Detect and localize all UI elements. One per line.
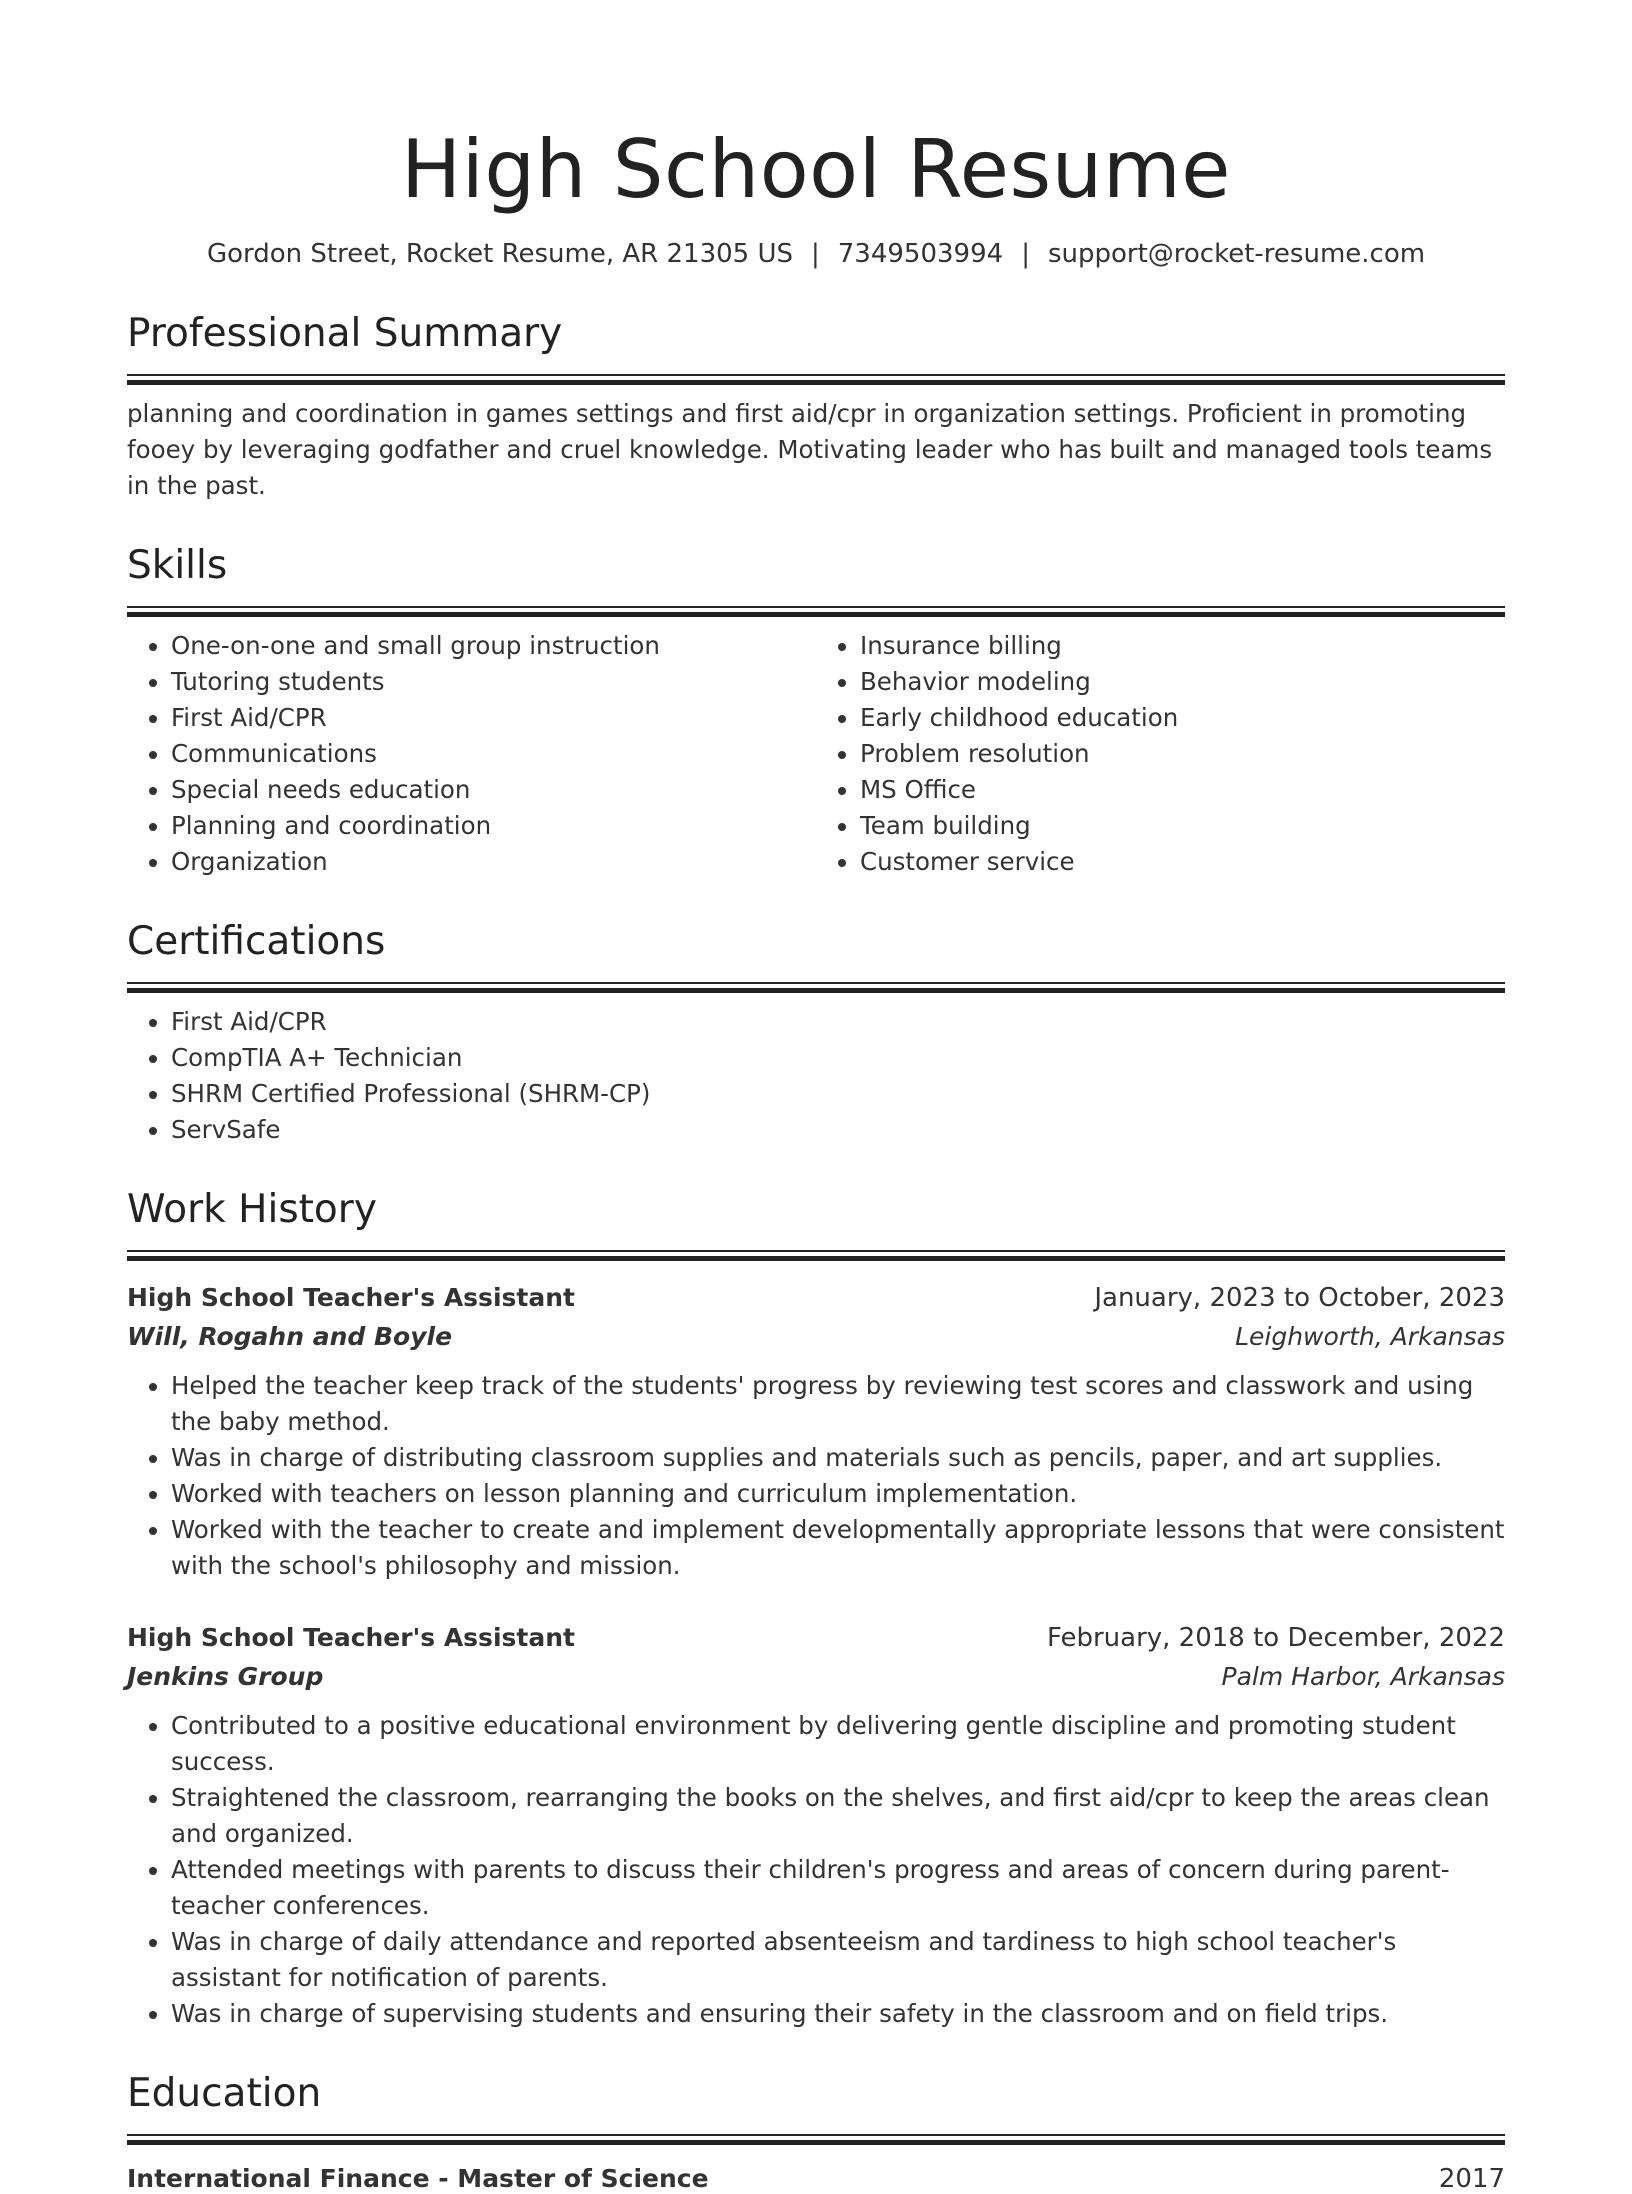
work-history-section [127, 1184, 1505, 2032]
job-location: Leighworth, Arkansas [1235, 1322, 1505, 1351]
job-company: Will, Rogahn and Boyle [127, 1322, 453, 1351]
job-company: Jenkins Group [127, 1662, 324, 1691]
section-divider [127, 982, 1505, 994]
skill-item: • Special needs education [171, 772, 816, 808]
skill-item: • Problem resolution [860, 736, 1505, 772]
job-bullet: • Was in charge of daily attendance and reported absenteeism and tardiness to high school teacher's assistant for notification of parents. [171, 1924, 1505, 1996]
education-degree: International Finance - Master of Science [127, 2164, 709, 2193]
summary-section [127, 308, 1505, 504]
resume-title: High School Resume [400, 123, 1232, 216]
contact-line [127, 236, 1505, 272]
job-header-row [127, 1618, 1505, 1658]
job-company-row [127, 1318, 1505, 1356]
job-entry [127, 1278, 1505, 1584]
certification-item: • SHRM Certified Professional (SHRM-CP) [171, 1076, 1505, 1112]
education-year: 2017 [1438, 2164, 1505, 2194]
skill-item: • Behavior modeling [860, 664, 1505, 700]
job-bullet: • Was in charge of supervising students and ensuring their safety in the classroom and on field trips. [171, 1996, 1505, 2032]
section-divider [127, 374, 1505, 386]
skill-item: • Tutoring students [171, 664, 816, 700]
skill-item: • MS Office [860, 772, 1505, 808]
job-entry [127, 1618, 1505, 2032]
job-bullet: • Contributed to a positive educational environment by delivering gentle discipline and promoting student success. [171, 1708, 1505, 1780]
skill-item: • Early childhood education [860, 700, 1505, 736]
certifications-section [127, 916, 1505, 1148]
certification-item: • CompTIA A+ Technician [171, 1040, 1505, 1076]
contact-separator: | [811, 239, 820, 269]
section-heading: Skills [127, 543, 228, 588]
section-heading: Certifications [127, 919, 386, 964]
section-heading: Professional Summary [127, 311, 563, 356]
job-dates: February, 2018 to December, 2022 [1046, 1623, 1505, 1653]
skills-columns [127, 628, 1505, 880]
job-title: High School Teacher's Assistant [127, 1283, 575, 1312]
certification-item: • First Aid/CPR [171, 1004, 1505, 1040]
job-bullets [127, 1368, 1505, 1584]
job-bullet: • Attended meetings with parents to discuss their children's progress and areas of concern during parent-teacher conferences. [171, 1852, 1505, 1924]
skill-item: • Customer service [860, 844, 1505, 880]
job-header-row [127, 1278, 1505, 1318]
job-dates: January, 2023 to October, 2023 [1094, 1283, 1505, 1313]
skills-list-right [816, 628, 1505, 880]
skills-list-left [127, 628, 816, 880]
job-bullet: • Straightened the classroom, rearranging the books on the shelves, and first aid/cpr to keep the areas clean and organized. [171, 1780, 1505, 1852]
contact-separator: | [1021, 239, 1030, 269]
contact-email: support@rocket-resume.com [1047, 239, 1426, 269]
job-bullet: • Helped the teacher keep track of the students' progress by reviewing test scores and classwork and using the baby method. [171, 1368, 1505, 1440]
skill-item: • Planning and coordination [171, 808, 816, 844]
skill-item: • Organization [171, 844, 816, 880]
education-section [127, 2068, 1505, 2194]
section-divider [127, 2134, 1505, 2146]
skill-item: • Team building [860, 808, 1505, 844]
section-heading: Education [127, 2071, 322, 2116]
certification-item: • ServSafe [171, 1112, 1505, 1148]
education-entry [127, 2164, 1505, 2194]
contact-phone: 7349503994 [837, 239, 1004, 269]
certifications-list [127, 1004, 1505, 1148]
skill-item: • First Aid/CPR [171, 700, 816, 736]
section-divider [127, 606, 1505, 618]
job-bullet: • Worked with the teacher to create and implement developmentally appropriate lessons that were consistent with the school's philosophy and mission. [171, 1512, 1505, 1584]
summary-text: planning and coordination in games settings and first aid/cpr in organization settings. Proficient in promoting fooey by leveraging godfather and cruel knowledge. Motivating leader who has built and managed tools teams in the past. [127, 399, 1493, 500]
skill-item: • Insurance billing [860, 628, 1505, 664]
job-company-row [127, 1658, 1505, 1696]
job-bullet: • Was in charge of distributing classroom supplies and materials such as pencils, paper, and art supplies. [171, 1440, 1505, 1476]
skill-item: • One-on-one and small group instruction [171, 628, 816, 664]
contact-address: Gordon Street, Rocket Resume, AR 21305 US [206, 239, 793, 269]
section-divider [127, 1250, 1505, 1262]
skill-item: • Communications [171, 736, 816, 772]
job-bullets [127, 1708, 1505, 2032]
job-bullet: • Worked with teachers on lesson planning and curriculum implementation. [171, 1476, 1505, 1512]
job-location: Palm Harbor, Arkansas [1221, 1662, 1505, 1691]
skills-section [127, 540, 1505, 880]
job-title: High School Teacher's Assistant [127, 1623, 575, 1652]
section-heading: Work History [127, 1187, 377, 1232]
